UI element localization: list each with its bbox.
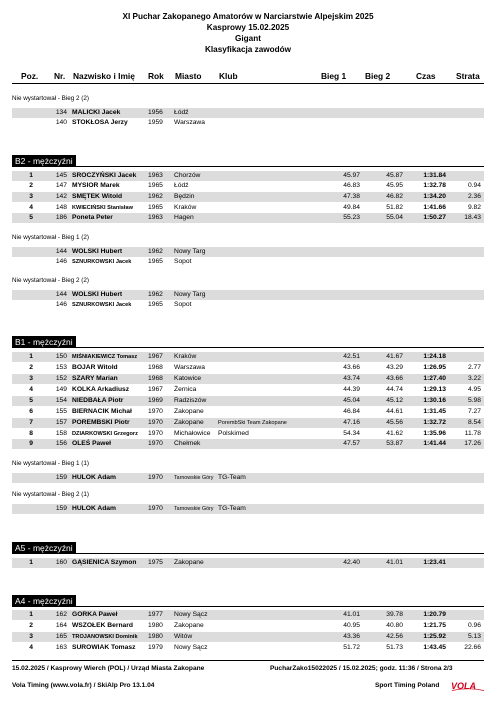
- bib: 147: [55, 182, 67, 189]
- place: 1: [29, 559, 33, 566]
- birth-year: 1962: [148, 248, 163, 255]
- total-time: 1:23.41: [423, 559, 446, 566]
- time-behind: 18.43: [464, 214, 481, 221]
- competitor-name: MALICKI Jacek: [72, 109, 121, 116]
- category-underline: [76, 553, 484, 554]
- total-time: 1:50.27: [423, 214, 446, 221]
- bib: 144: [55, 248, 67, 255]
- bib: 156: [55, 440, 67, 447]
- bib: 146: [55, 258, 67, 265]
- city: Witów: [174, 633, 193, 640]
- competitor-name: NIEDBAŁA Piotr: [72, 397, 124, 404]
- total-time: 1:32.72: [423, 419, 446, 426]
- run2-time: 45.95: [386, 182, 403, 189]
- competitor-name: KOLKA Arkadiusz: [72, 386, 130, 393]
- city: Chełmek: [174, 440, 201, 447]
- run1-time: 54.34: [343, 430, 360, 437]
- category-underline: [76, 166, 484, 167]
- event-title: XI Puchar Zakopanego Amatorów w Narciarstwie Alpejskim 2025: [122, 12, 374, 21]
- club: TG-Team: [218, 505, 246, 512]
- result-row: [12, 213, 484, 223]
- time-behind: 5.13: [467, 633, 481, 640]
- time-behind: 8.54: [467, 419, 481, 426]
- city: Warszawa: [174, 119, 205, 126]
- birth-year: 1970: [148, 505, 163, 512]
- birth-year: 1979: [148, 644, 163, 651]
- time-behind: 22.66: [464, 644, 481, 651]
- run2-time: 40.80: [386, 622, 403, 629]
- competitor-name: KWIECIŃSKI Stanisław: [72, 205, 133, 211]
- competitor-name: POREMBSKI Piotr: [72, 419, 130, 426]
- total-time: 1:32.78: [423, 182, 446, 189]
- total-time: 1:41.44: [423, 440, 446, 447]
- city: Łódź: [174, 182, 189, 189]
- place: 3: [29, 633, 33, 640]
- run1-time: 45.97: [343, 172, 360, 179]
- category-underline: [76, 606, 484, 607]
- birth-year: 1962: [148, 193, 163, 200]
- time-behind: 4.95: [467, 386, 481, 393]
- footer-right: PucharZako15022025 / 15.02.2025; godz. 11:36 / Strona 2/3: [270, 665, 453, 672]
- col-poz: Poz.: [21, 71, 39, 81]
- total-time: 1:24.18: [423, 353, 446, 360]
- birth-year: 1968: [148, 375, 163, 382]
- bib: 165: [55, 633, 67, 640]
- competitor-name: BIERNACIK Michał: [72, 408, 132, 415]
- result-row: [12, 247, 484, 257]
- bib: 186: [55, 214, 67, 221]
- place: 2: [29, 622, 33, 629]
- footer-software: Vola Timing (www.vola.fr) / SkiAlp Pro 13.1.04: [12, 682, 155, 689]
- run1-time: 55.23: [343, 214, 360, 221]
- time-behind: 17.26: [464, 440, 481, 447]
- category-header: [12, 155, 484, 167]
- place: 3: [29, 193, 33, 200]
- club: PorembSki Team Zakopane: [218, 420, 287, 426]
- time-behind: 3.22: [467, 375, 481, 382]
- dns-note: Nie wystartował - Bieg 1 (1): [12, 460, 89, 467]
- competitor-name: DZIARKOWSKI Grzegorz: [72, 431, 138, 437]
- place: 1: [29, 172, 33, 179]
- bib: 155: [55, 408, 67, 415]
- run1-time: 41.01: [343, 611, 360, 618]
- city: Tarnowskie Góry: [174, 506, 214, 512]
- col-miasto: Miasto: [175, 71, 202, 81]
- result-row: [12, 610, 484, 620]
- competitor-name: GĄSIENICA Szymon: [72, 559, 137, 566]
- competitor-name: OLEŚ Paweł: [72, 440, 112, 447]
- result-row: [12, 429, 484, 439]
- result-row: [12, 257, 484, 267]
- time-behind: 0.96: [467, 622, 481, 629]
- competitor-name: TROJANOWSKI Dominik: [72, 634, 138, 640]
- city: Katowice: [174, 375, 202, 382]
- result-row: [12, 385, 484, 395]
- category-label: A4 - mężczyźni: [15, 596, 73, 606]
- result-row: [12, 181, 484, 191]
- city: Nowy Sącz: [174, 644, 208, 651]
- total-time: 1:43.45: [423, 644, 446, 651]
- club: TG-Team: [218, 474, 246, 481]
- category-header: [12, 336, 484, 348]
- birth-year: 1980: [148, 633, 163, 640]
- place: 5: [29, 214, 33, 221]
- birth-year: 1975: [148, 559, 163, 566]
- competitor-name: HULOK Adam: [72, 505, 116, 512]
- city: Michałowice: [174, 430, 211, 437]
- bib: 146: [55, 301, 67, 308]
- bib: 160: [55, 559, 67, 566]
- dns-note: Nie wystartował - Bieg 1 (2): [12, 234, 89, 241]
- total-time: 1:25.92: [423, 633, 446, 640]
- result-row: [12, 621, 484, 631]
- birth-year: 1970: [148, 440, 163, 447]
- competitor-name: SZARY Marian: [72, 375, 118, 382]
- run1-time: 42.40: [343, 559, 360, 566]
- run2-time: 39.78: [386, 611, 403, 618]
- run1-time: 42.51: [343, 353, 360, 360]
- place: 8: [29, 430, 33, 437]
- competitor-name: SZNURKOWSKI Jacek: [72, 259, 132, 265]
- city: Będzin: [174, 193, 195, 200]
- city: Warszawa: [174, 364, 205, 371]
- place: 9: [29, 440, 33, 447]
- result-row: [12, 192, 484, 202]
- category-header: [12, 542, 484, 554]
- city: Kraków: [174, 353, 197, 360]
- run2-time: 45.12: [386, 397, 403, 404]
- total-time: 1:21.75: [423, 622, 446, 629]
- result-row: [12, 171, 484, 181]
- bib: 145: [55, 172, 67, 179]
- result-row: [12, 118, 484, 128]
- bib: 134: [55, 109, 67, 116]
- time-behind: 0.94: [467, 182, 481, 189]
- total-time: 1:41.66: [423, 204, 446, 211]
- run2-time: 51.73: [386, 644, 403, 651]
- result-row: [12, 418, 484, 428]
- birth-year: 1967: [148, 386, 163, 393]
- total-time: 1:31.45: [423, 408, 446, 415]
- run1-time: 40.95: [343, 622, 360, 629]
- result-row: [12, 108, 484, 118]
- place: 4: [29, 386, 33, 393]
- time-behind: 2.77: [467, 364, 481, 371]
- result-row: [12, 290, 484, 300]
- city: Żernica: [174, 386, 197, 393]
- place: 7: [29, 419, 33, 426]
- city: Kraków: [174, 204, 197, 211]
- result-row: [12, 352, 484, 362]
- category-label: B2 - mężczyźni: [15, 156, 73, 166]
- competitor-name: HULOK Adam: [72, 474, 116, 481]
- result-row: [12, 407, 484, 417]
- birth-year: 1962: [148, 291, 163, 298]
- birth-year: 1965: [148, 182, 163, 189]
- bib: 152: [55, 375, 67, 382]
- bib: 159: [55, 505, 67, 512]
- city: Sopot: [174, 301, 192, 308]
- birth-year: 1965: [148, 258, 163, 265]
- birth-year: 1969: [148, 397, 163, 404]
- bib: 142: [55, 193, 67, 200]
- competitor-name: BOJAR Witold: [72, 364, 118, 371]
- time-behind: 2.36: [467, 193, 481, 200]
- col-nr: Nr.: [54, 71, 66, 81]
- competitor-name: GORKA Paweł: [72, 611, 118, 618]
- place: 6: [29, 408, 33, 415]
- city: Sopot: [174, 258, 192, 265]
- bib: 150: [55, 353, 67, 360]
- category-label: B1 - mężczyźni: [15, 337, 73, 347]
- competitor-name: WOLSKI Hubert: [72, 291, 123, 298]
- run1-time: 43.36: [343, 633, 360, 640]
- total-time: 1:31.84: [423, 172, 446, 179]
- run2-time: 43.66: [386, 375, 403, 382]
- run1-time: 44.39: [343, 386, 360, 393]
- bib: 149: [55, 386, 67, 393]
- run1-time: 47.57: [343, 440, 360, 447]
- category-underline: [76, 347, 484, 348]
- dns-note: Nie wystartował - Bieg 2 (1): [12, 491, 89, 498]
- bib: 148: [55, 204, 67, 211]
- bib: 162: [55, 611, 67, 618]
- place: 2: [29, 182, 33, 189]
- city: Tarnowskie Góry: [174, 475, 214, 481]
- header-divider: [12, 83, 484, 84]
- col-name: Nazwisko i Imię: [73, 71, 135, 81]
- competitor-name: MIŚNIAKIEWICZ Tomasz: [72, 354, 138, 360]
- competitor-name: Poneta Peter: [72, 214, 113, 221]
- total-time: 1:20.79: [423, 611, 446, 618]
- birth-year: 1980: [148, 622, 163, 629]
- bib: 144: [55, 291, 67, 298]
- birth-year: 1970: [148, 419, 163, 426]
- birth-year: 1956: [148, 109, 163, 116]
- bib: 158: [55, 430, 67, 437]
- total-time: 1:34.20: [423, 193, 446, 200]
- run1-time: 51.72: [343, 644, 360, 651]
- bib: 164: [55, 622, 67, 629]
- city: Nowy Sącz: [174, 611, 208, 618]
- event-discipline: Gigant: [235, 34, 261, 43]
- birth-year: 1967: [148, 353, 163, 360]
- run1-time: 47.16: [343, 419, 360, 426]
- city: Zakopane: [174, 559, 204, 566]
- time-behind: 11.78: [464, 430, 481, 437]
- birth-year: 1965: [148, 204, 163, 211]
- place: 3: [29, 375, 33, 382]
- run2-time: 42.56: [386, 633, 403, 640]
- col-rok: Rok: [148, 71, 164, 81]
- footer-left: 15.02.2025 / Kasprowy Wierch (POL) / Urząd Miasta Zakopane: [12, 665, 205, 672]
- city: Zakopane: [174, 408, 204, 415]
- col-bieg2: Bieg 2: [365, 71, 391, 81]
- competitor-name: SMĘTEK Witold: [72, 193, 123, 200]
- category-label: A5 - mężczyźni: [15, 543, 73, 553]
- run2-time: 41.01: [386, 559, 403, 566]
- result-row: [12, 300, 484, 310]
- bib: 153: [55, 364, 67, 371]
- run2-time: 55.04: [386, 214, 403, 221]
- run2-time: 45.56: [386, 419, 403, 426]
- result-row: [12, 396, 484, 406]
- run2-time: 44.74: [386, 386, 403, 393]
- bib: 159: [55, 474, 67, 481]
- birth-year: 1959: [148, 119, 163, 126]
- run2-time: 43.29: [386, 364, 403, 371]
- result-row: [12, 203, 484, 213]
- city: Łódź: [174, 109, 189, 116]
- run1-time: 43.66: [343, 364, 360, 371]
- time-behind: 7.27: [467, 408, 481, 415]
- birth-year: 1977: [148, 611, 163, 618]
- run2-time: 46.82: [386, 193, 403, 200]
- category-header: [12, 595, 484, 607]
- col-klub: Klub: [219, 71, 238, 81]
- place: 4: [29, 644, 33, 651]
- dns-note: Nie wystartował - Bieg 2 (2): [12, 277, 89, 284]
- city: Hagen: [174, 214, 194, 221]
- competitor-name: WOLSKI Hubert: [72, 248, 123, 255]
- birth-year: 1970: [148, 408, 163, 415]
- total-time: 1:29.13: [423, 386, 446, 393]
- club: Polskimed: [218, 430, 249, 437]
- birth-year: 1968: [148, 364, 163, 371]
- run1-time: 46.83: [343, 182, 360, 189]
- result-row: [12, 504, 484, 514]
- footer-divider: [12, 660, 484, 661]
- place: 2: [29, 364, 33, 371]
- birth-year: 1970: [148, 430, 163, 437]
- city: Radziszów: [174, 397, 207, 404]
- footer-company: Sport Timing Poland: [375, 682, 440, 689]
- bib: 163: [55, 644, 67, 651]
- birth-year: 1965: [148, 301, 163, 308]
- time-behind: 9.82: [467, 204, 481, 211]
- result-row: [12, 632, 484, 642]
- birth-year: 1970: [148, 474, 163, 481]
- total-time: 1:35.96: [423, 430, 446, 437]
- competitor-name: SZNURKOWSKI Jacek: [72, 302, 132, 308]
- col-czas: Czas: [416, 71, 436, 81]
- time-behind: 5.98: [467, 397, 481, 404]
- competitor-name: MYSIOR Marek: [72, 182, 120, 189]
- run2-time: 41.67: [386, 353, 403, 360]
- city: Chorzów: [174, 172, 201, 179]
- birth-year: 1963: [148, 214, 163, 221]
- report-type: Klasyfikacja zawodów: [204, 45, 291, 54]
- competitor-name: SUROWIAK Tomasz: [72, 644, 136, 651]
- bib: 154: [55, 397, 67, 404]
- place: 1: [29, 353, 33, 360]
- run2-time: 53.87: [386, 440, 403, 447]
- run1-time: 45.04: [343, 397, 360, 404]
- competitor-name: STOKŁOSA Jerzy: [72, 119, 128, 126]
- dns-note: Nie wystartował - Bieg 2 (2): [12, 95, 89, 102]
- city: Zakopane: [174, 419, 204, 426]
- competitor-name: SROCZYŃSKI Jacek: [72, 172, 137, 179]
- run2-time: 51.82: [386, 204, 403, 211]
- result-row: [12, 473, 484, 483]
- bib: 157: [55, 419, 67, 426]
- total-time: 1:30.16: [423, 397, 446, 404]
- run1-time: 43.74: [343, 375, 360, 382]
- result-row: [12, 643, 484, 653]
- vola-logo: [451, 681, 485, 691]
- run2-time: 44.61: [386, 408, 403, 415]
- competitor-name: WSZOŁEK Bernard: [72, 622, 133, 629]
- city: Nowy Targ: [174, 291, 206, 298]
- run2-time: 41.62: [386, 430, 403, 437]
- result-row: [12, 374, 484, 384]
- col-bieg1: Bieg 1: [321, 71, 347, 81]
- col-strata: Strata: [456, 71, 480, 81]
- result-row: [12, 558, 484, 568]
- result-row: [12, 439, 484, 449]
- total-time: 1:26.95: [423, 364, 446, 371]
- birth-year: 1963: [148, 172, 163, 179]
- run1-time: 46.84: [343, 408, 360, 415]
- run2-time: 45.87: [386, 172, 403, 179]
- result-row: [12, 363, 484, 373]
- place: 1: [29, 611, 33, 618]
- bib: 140: [55, 119, 67, 126]
- total-time: 1:27.40: [423, 375, 446, 382]
- city: Zakopane: [174, 622, 204, 629]
- city: Nowy Targ: [174, 248, 206, 255]
- place: 4: [29, 204, 33, 211]
- run1-time: 47.38: [343, 193, 360, 200]
- event-venue-date: Kasprowy 15.02.2025: [206, 23, 290, 32]
- place: 5: [29, 397, 33, 404]
- vola-logo-text: VOLA: [451, 681, 477, 691]
- run1-time: 49.84: [343, 204, 360, 211]
